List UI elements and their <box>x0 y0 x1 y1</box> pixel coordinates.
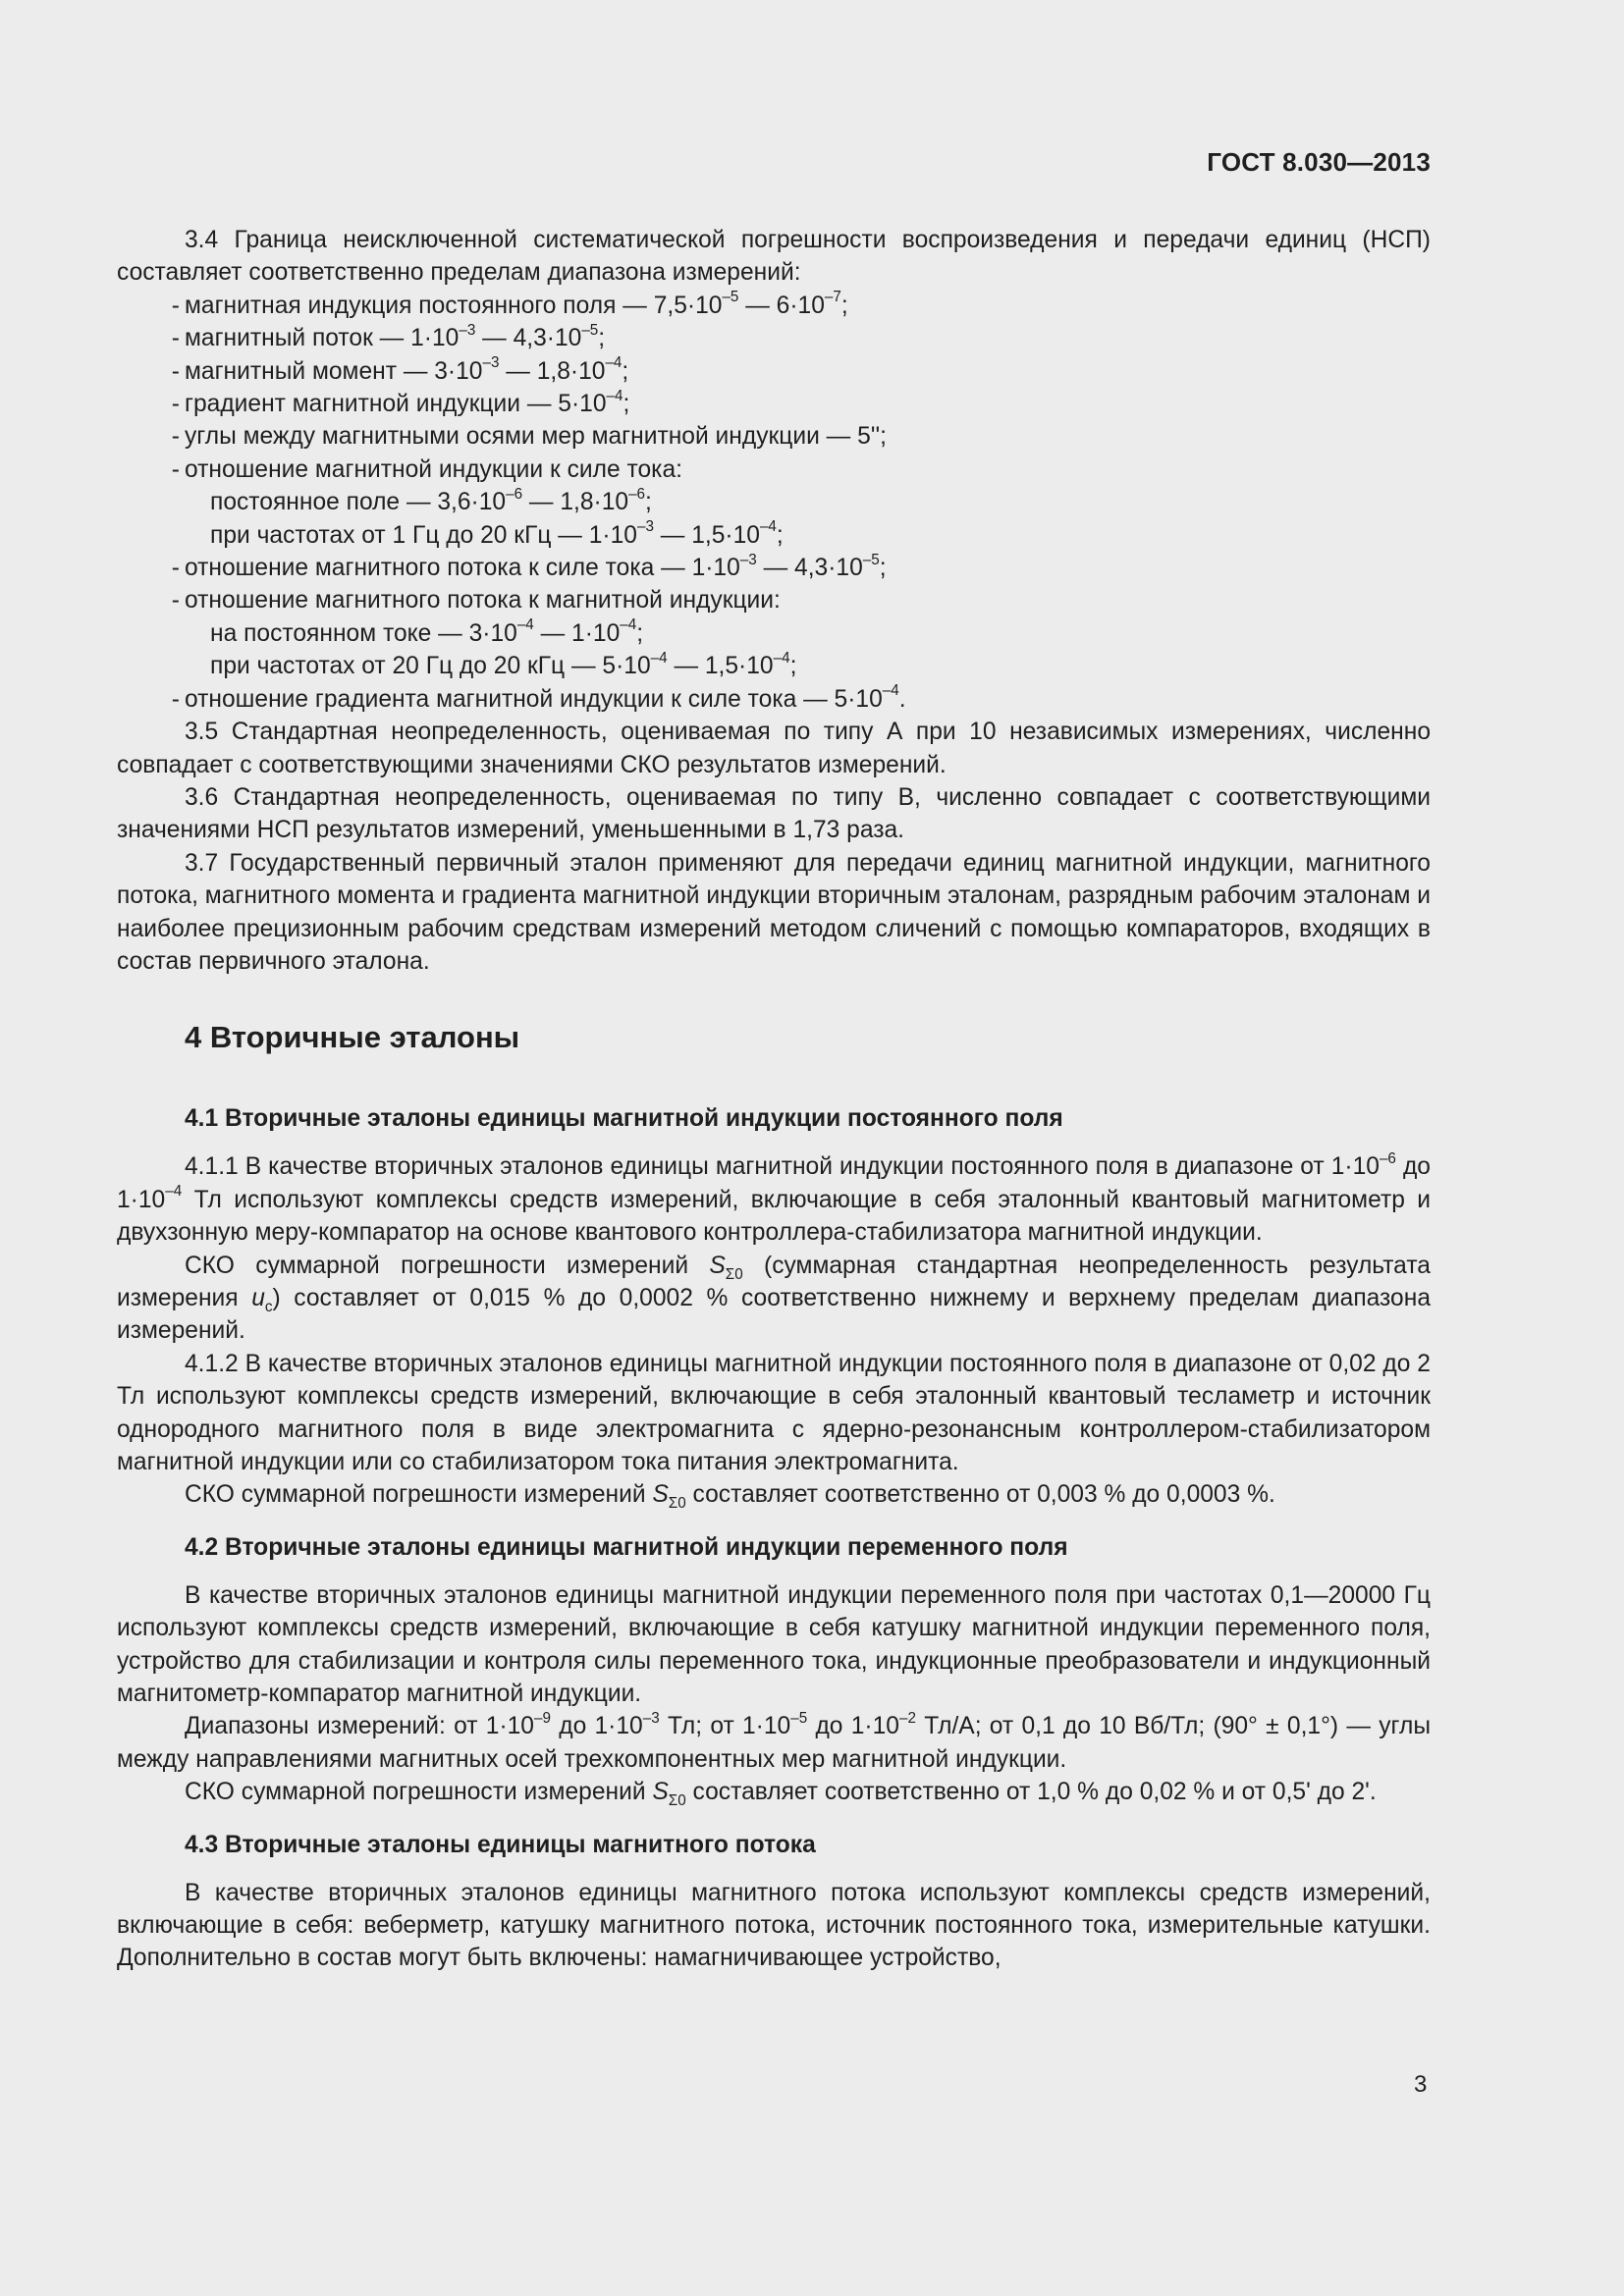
list-subitem: при частотах от 20 Гц до 20 кГц — $5\cdot 10^{-4}$ — $1,5\cdot 10^{-4}$; <box>210 649 797 680</box>
list-subitem: на постоянном токе — $3\cdot 10^{-4}$ — $1\cdot 10^{-4}$; <box>210 616 644 647</box>
subsection-4-1-heading: 4.1 Вторичные эталоны единицы магнитной индукции постоянного поля <box>185 1105 1063 1133</box>
paragraph-4-1-1: 4.1.1 В качестве вторичных эталонов единицы магнитной индукции постоянного поля в диапазоне от $1\cdot 10^{-6}$ до $1\cdot 10^{-4}$ Тл используют комплексы средств измерений, включающие в себя эталонный квантовый магнитометр и двухзонную меру-компаратор на основе квантового контроллера-стабилизатора магнитной индукции. <box>117 1149 1431 1247</box>
list-item: - отношение магнитного потока к магнитной индукции: <box>117 584 1431 616</box>
list-dash: - <box>171 357 180 385</box>
paragraph-3-6: 3.6 Стандартная неопределенность, оцениваемая по типу В, численно совпадает с соответствующими значениями НСП результатов измерений, уменьшенными в 1,73 раза. <box>117 783 1431 844</box>
list-dash: - <box>171 685 180 713</box>
paragraph-4-2-sko: СКО суммарной погрешности измерений $S_{\Sigma 0}$ составляет соответственно от 1,0 % до 0,02 % и от 0,5' до 2'. <box>185 1779 1377 1810</box>
list-item: - магнитная индукция постоянного поля — $7,5\cdot 10^{-5}$ — $6\cdot 10^{-7}$; <box>117 290 1431 322</box>
list-dash: - <box>171 325 180 352</box>
list-item: - градиент магнитной индукции — $5\cdot 10^{-4}$; <box>117 388 1431 420</box>
list-item: - углы между магнитными осями мер магнитной индукции — 5''; <box>117 420 1431 453</box>
list-item: - отношение магнитного потока к силе тока — $1\cdot 10^{-3}$ — $4,3\cdot 10^{-5}$; <box>117 552 1431 584</box>
list-dash: - <box>171 555 180 582</box>
paragraph-4-1-1-sko: СКО суммарной погрешности измерений $S_{\Sigma 0}$ (суммарная стандартная неопределенность результата измерения $u_c$) составляет от 0,015 % до 0,0002 % соответственно нижнему и верхнему пределам диапазона измерений. <box>117 1252 1431 1345</box>
paragraph-4-1-2-sko: СКО суммарной погрешности измерений $S_{\Sigma 0}$ составляет соответственно от 0,003 % до 0,0003 %. <box>185 1481 1275 1513</box>
paragraph-3-5: 3.5 Стандартная неопределенность, оцениваемая по типу А при 10 независимых измерениях, численно совпадает с соответствующими значениями СКО результатов измерений. <box>117 719 1431 778</box>
paragraph-4-1-2: 4.1.2 В качестве вторичных эталонов единицы магнитной индукции постоянного поля в диапазоне от 0,02 до 2 Тл используют комплексы средств измерений, включающие в себя эталонный квантовый тесламетр и источник однородного магнитного поля в виде электромагнита с ядерно-резонансным контроллером-стабилизатором магнитной индукции или со стабилизатором тока питания электромагнита. <box>117 1350 1431 1475</box>
list-dash: - <box>171 292 180 319</box>
paragraph-3-7: 3.7 Государственный первичный эталон применяют для передачи единиц магнитной индукции, магнитного потока, магнитного момента и градиента магнитной индукции вторичным эталонам, разрядным рабочим эталонам и наиболее прецизионным рабочим средствам измерений методом сличений с помощью компараторов, входящих в состав первичного эталона. <box>117 849 1431 975</box>
paragraph-4-2-ranges: Диапазоны измерений: от $1\cdot 10^{-9}$ до $1\cdot 10^{-3}$ Тл; от $1\cdot 10^{-5}$ до $1\cdot 10^{-2}$ Тл/А; от 0,1 до 10 Вб/Тл; (90° ± 0,1°) — углы между направлениями магнитных осей трехкомпонентных мер магнитной индукции. <box>117 1709 1431 1773</box>
subsection-4-2-heading: 4.2 Вторичные эталоны единицы магнитной индукции переменного поля <box>185 1533 1068 1561</box>
list-subitem: постоянное поле — $3,6\cdot 10^{-6}$ — $1,8\cdot 10^{-6}$; <box>210 485 652 516</box>
list-dash: - <box>171 455 180 483</box>
list-dash: - <box>171 423 180 451</box>
list-item: - отношение градиента магнитной индукции к силе тока — $5\cdot 10^{-4}$. <box>117 683 1431 716</box>
document-body <box>117 224 1431 1975</box>
subsection-4-3-heading: 4.3 Вторичные эталоны единицы магнитного потока <box>185 1831 816 1858</box>
paragraph-4-3-1: В качестве вторичных эталонов единицы магнитного потока используют комплексы средств измерений, включающие в себя: веберметр, катушку магнитного потока, источник постоянного тока, измерительные катушки. Дополнительно в состав могут быть включены: намагничивающее устройство, <box>117 1879 1431 1972</box>
list-dash: - <box>171 587 180 614</box>
list-subitem: при частотах от 1 Гц до 20 кГц — $1\cdot 10^{-3}$ — $1,5\cdot 10^{-4}$; <box>210 518 784 549</box>
paragraph-3-4-intro: 3.4 Граница неисключенной систематической погрешности воспроизведения и передачи единиц (НСП) составляет соответственно пределам диапазона измерений: <box>117 227 1431 287</box>
page-number: 3 <box>1414 2071 1428 2098</box>
document-header-id: ГОСТ 8.030—2013 <box>1207 147 1431 177</box>
paragraph-4-2-1: В качестве вторичных эталонов единицы магнитной индукции переменного поля при частотах 0,1—20000 Гц используют комплексы средств измерений, включающие в себя катушку магнитной индукции переменного поля, устройство для стабилизации и контроля силы переменного тока, индукционные преобразователи и индукционный магнитометр-компаратор магнитной индукции. <box>117 1581 1431 1708</box>
list-item: - магнитный момент — $3\cdot 10^{-3}$ — $1,8\cdot 10^{-4}$; <box>117 355 1431 388</box>
list-dash: - <box>171 391 180 418</box>
list-item: - отношение магнитной индукции к силе тока: <box>117 454 1431 486</box>
section-4-heading: 4 Вторичные эталоны <box>185 1020 520 1055</box>
list-item: - магнитный поток — $1\cdot 10^{-3}$ — $4,3\cdot 10^{-5}$; <box>117 322 1431 354</box>
